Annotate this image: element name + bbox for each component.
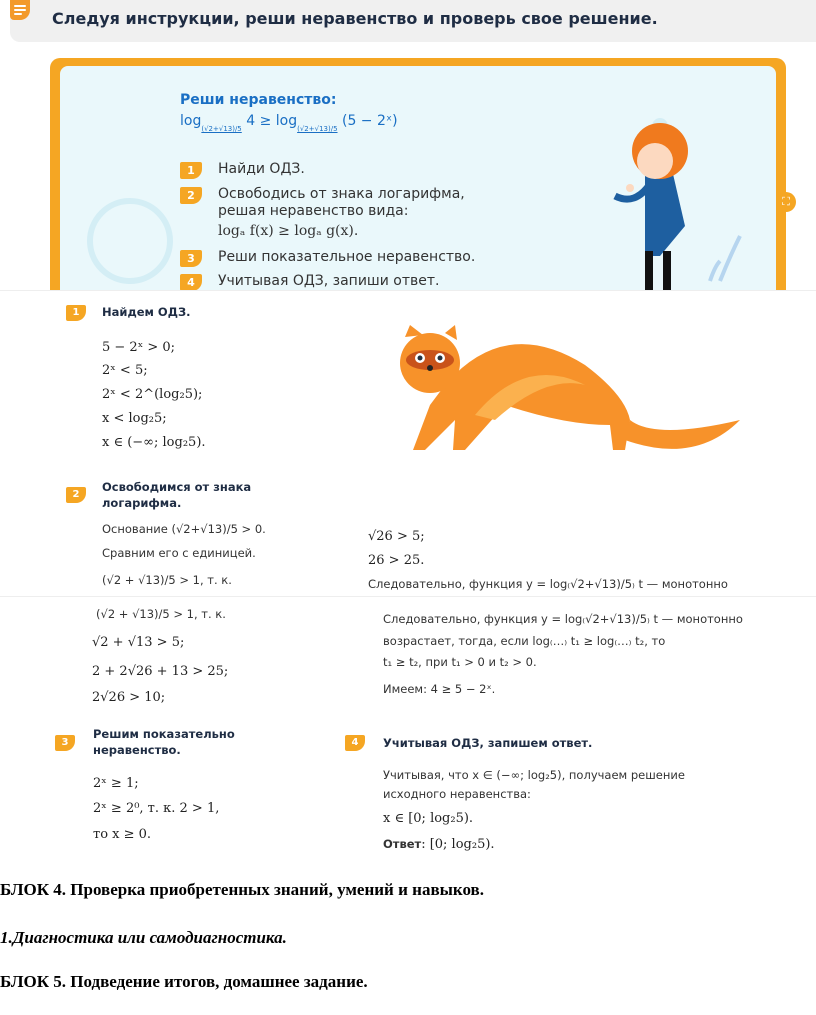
text-line: Следовательно, функция y = log₍√2+√13)/5₎ t — монотонно xyxy=(368,577,728,591)
block4-heading: БЛОК 4. Проверка приобретенных знаний, умений и навыков. xyxy=(0,880,484,899)
expand-button[interactable]: ⛶ xyxy=(776,192,796,212)
math-line: 2ˣ < 2^(log₂5); xyxy=(102,387,203,402)
section-title: Найдем ОДЗ. xyxy=(102,305,191,319)
text-line: возрастает, тогда, если log₍…₎ t₁ ≥ log₍…₎ t₂, то xyxy=(383,634,666,648)
step-number: 3 xyxy=(180,250,202,267)
step-text: решая неравенство вида: xyxy=(218,203,409,219)
text-line: Сравним его с единицей. xyxy=(102,546,256,560)
text-line: (√2 + √13)/5 > 1, т. к. xyxy=(96,607,226,621)
text-line: (√2 + √13)/5 > 1, т. к. xyxy=(102,573,232,587)
math-line: 2√26 > 10; xyxy=(92,690,166,705)
menu-icon xyxy=(10,0,30,20)
task-formula: $\log_{(√2+√13)/5} 4 \ge \log_{(√2+√13)/5} (5$ − 2ˣ) xyxy=(180,113,398,133)
math-line: 2ˣ < 5; xyxy=(102,363,148,378)
step-text: Учитывая ОДЗ, запиши ответ. xyxy=(218,273,440,289)
step-text: Реши показательное неравенство. xyxy=(218,249,476,265)
text-line: Имеем: 4 ≥ 5 − 2ˣ. xyxy=(383,682,496,696)
math-line: x < log₂5; xyxy=(102,411,167,426)
math-line: x ∈ (−∞; log₂5). xyxy=(102,435,206,450)
math-line: √26 > 5; xyxy=(368,529,425,544)
section-number: 3 xyxy=(55,735,75,751)
block5-heading: БЛОК 5. Подведение итогов, домашнее задание. xyxy=(0,972,368,991)
text-line: t₁ ≥ t₂, при t₁ > 0 и t₂ > 0. xyxy=(383,655,537,669)
step-text: Найди ОДЗ. xyxy=(218,161,305,177)
section-title: Учитывая ОДЗ, запишем ответ. xyxy=(383,736,593,750)
section-title: Решим показательно xyxy=(93,727,235,741)
step-formula: logₐ f(x) ≥ logₐ g(x). xyxy=(218,223,359,239)
math-line: 2 + 2√26 + 13 > 25; xyxy=(92,664,229,679)
step-text: Освободись от знака логарифма, xyxy=(218,186,465,202)
step-number: 4 xyxy=(180,274,202,291)
section-number: 1 xyxy=(66,305,86,321)
task-title: Реши неравенство: xyxy=(180,92,337,108)
section-number: 2 xyxy=(66,487,86,503)
diagnostics-heading: 1.Диагностика или самодиагностика. xyxy=(0,928,287,947)
math-line: 2ˣ ≥ 2⁰, т. к. 2 > 1, xyxy=(93,801,220,816)
math-line: 26 > 25. xyxy=(368,553,425,568)
section-number: 4 xyxy=(345,735,365,751)
step-number: 1 xyxy=(180,162,202,179)
step-number: 2 xyxy=(180,187,202,204)
section-title: неравенство. xyxy=(93,743,181,757)
answer-line: Ответ: [0; log₂5). xyxy=(383,837,495,852)
math-line: 5 − 2ˣ > 0; xyxy=(102,340,176,355)
divider xyxy=(0,596,816,597)
math-line: x ∈ [0; log₂5). xyxy=(383,811,474,826)
text-line: исходного неравенства: xyxy=(383,787,531,801)
math-line: то x ≥ 0. xyxy=(93,827,152,842)
section-title: Освободимся от знака xyxy=(102,480,252,494)
ferret-illustration xyxy=(385,325,745,460)
instruction-title: Следуя инструкции, реши неравенство и проверь свое решение. xyxy=(52,9,658,28)
math-line: 2ˣ ≥ 1; xyxy=(93,776,139,791)
text-line: Учитывая, что x ∈ (−∞; log₂5), получаем решение xyxy=(383,768,685,782)
text-line: Следовательно, функция y = log₍√2+√13)/5₎ t — монотонно xyxy=(383,612,743,626)
math-line: √2 + √13 > 5; xyxy=(92,635,185,650)
divider xyxy=(0,290,816,291)
section-title: логарифма. xyxy=(102,496,182,510)
text-line: Основание (√2+√13)/5 > 0. xyxy=(102,522,266,536)
